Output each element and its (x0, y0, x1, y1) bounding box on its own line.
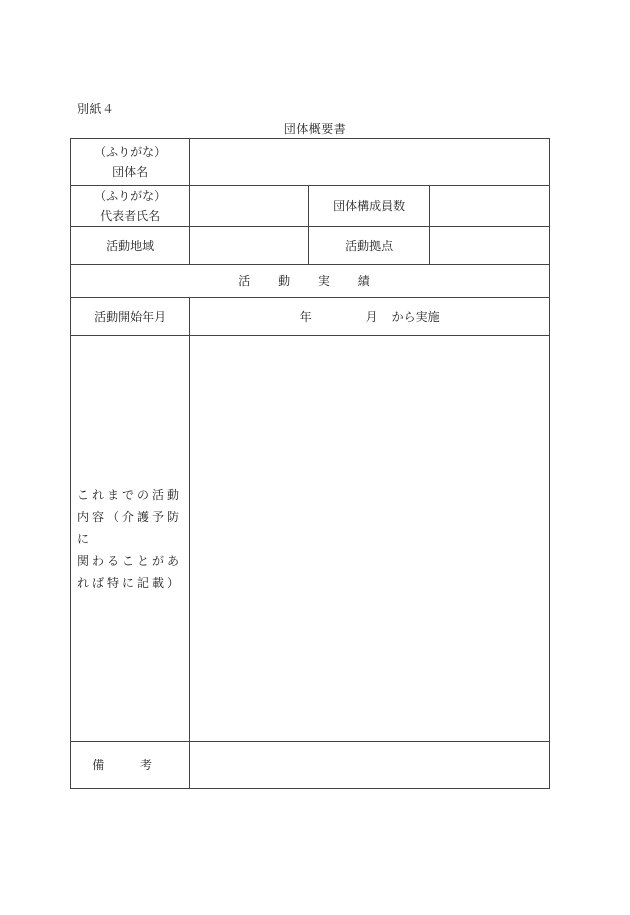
base-label: 活動拠点 (309, 227, 429, 265)
group-summary-form (70, 138, 550, 789)
record-header-row (71, 265, 550, 298)
remarks-row (71, 742, 550, 789)
attachment-label: 別紙４ (77, 102, 115, 116)
start-month-unit: 月 (365, 309, 378, 324)
start-label: 活動開始年月 (71, 298, 190, 336)
group-name-row (71, 139, 550, 186)
history-label-line: 関わることがあ (77, 553, 183, 568)
history-label-line: これまでの活動 (77, 487, 183, 502)
group-name-field[interactable] (190, 139, 550, 186)
history-label-cell (71, 336, 190, 742)
start-suffix: から実施 (391, 309, 440, 324)
start-year-unit: 年 (299, 309, 312, 324)
history-label-line: 内容（介護予防に (77, 509, 183, 546)
group-name-furigana: （ふりがな） (94, 145, 167, 159)
member-count-field[interactable] (429, 186, 549, 227)
group-name-label: 団体名 (112, 165, 149, 179)
rep-name-field[interactable] (190, 186, 309, 227)
remarks-field[interactable] (190, 742, 550, 789)
start-date-field[interactable] (190, 298, 550, 336)
rep-furigana: （ふりがな） (94, 189, 167, 203)
representative-row (71, 186, 550, 227)
history-row (71, 336, 550, 742)
rep-label-cell (71, 186, 190, 227)
area-label: 活動地域 (71, 227, 190, 265)
group-name-label-cell (71, 139, 190, 186)
base-field[interactable] (429, 227, 549, 265)
area-row (71, 227, 550, 265)
member-count-label: 団体構成員数 (309, 186, 429, 227)
start-row (71, 298, 550, 336)
area-field[interactable] (190, 227, 309, 265)
history-label-line: れば特に記載） (77, 575, 183, 590)
history-field[interactable] (190, 336, 550, 742)
document-title: 団体概要書 (283, 122, 347, 136)
record-header: 活 動 実 績 (71, 265, 550, 298)
rep-label: 代表者氏名 (100, 209, 161, 223)
remarks-label: 備 考 (71, 742, 190, 789)
